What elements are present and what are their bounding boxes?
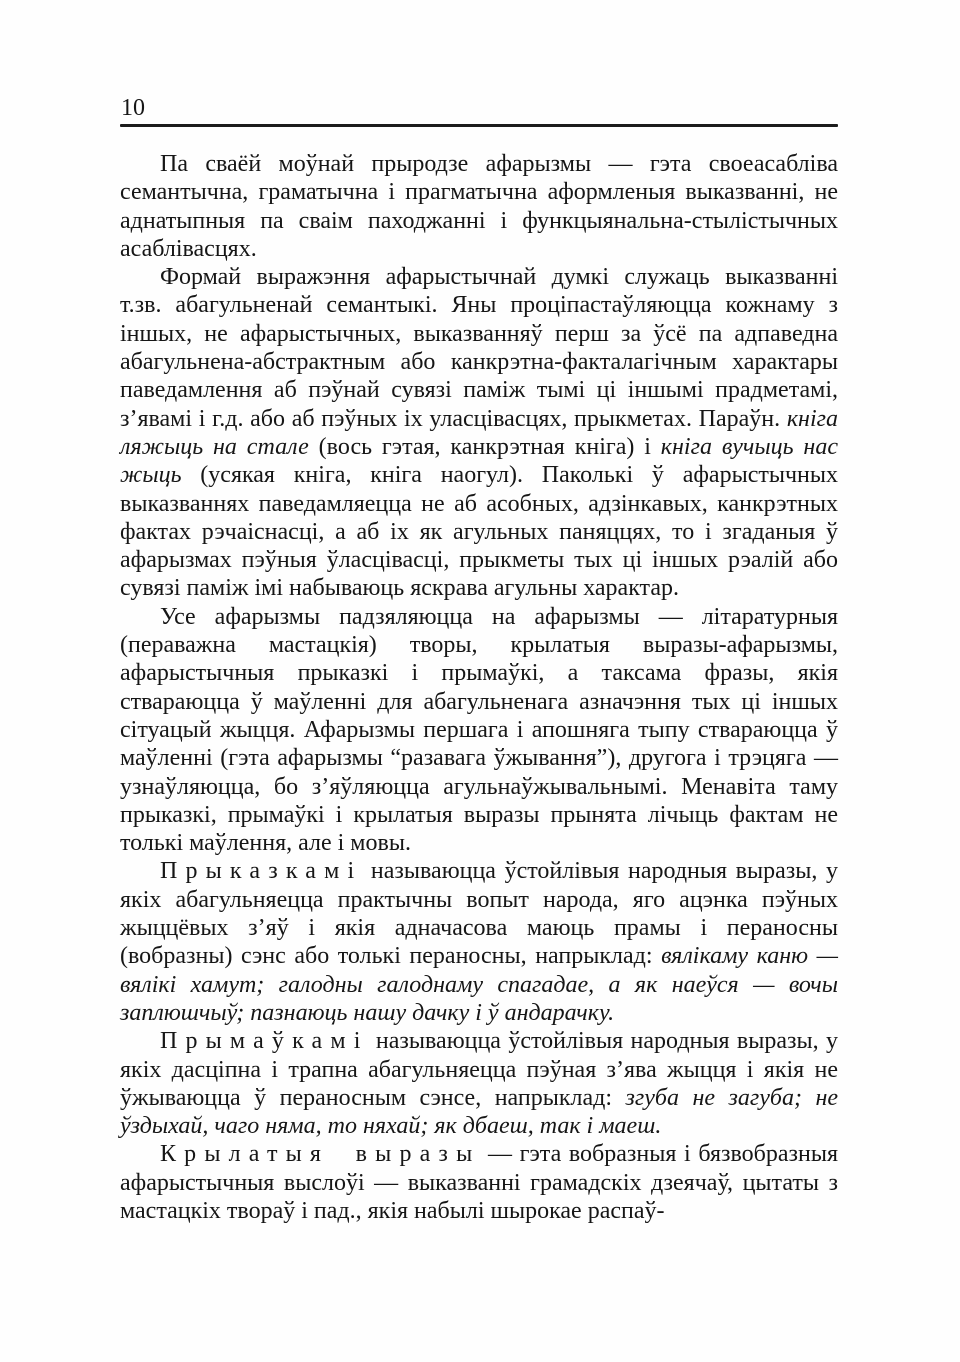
body-text: Па сваёй моўнай прыродзе афарызмы — гэта своеасабліва семантычна, граматычна і прагматычна аформленыя выказванні, не аднатыпныя па сваім паходжанні і функцыянальна-стылістычных асаблівасцях. (120, 151, 838, 262)
body-text: Формай выражэння афарыстычнай думкі служаць выказванні т.зв. абагульненай семантыкі. Яны проціпастаўляюцца кожнаму з іншых, не афарыстычных, выказванняў перш за ўсё па адпаведна абагульнена-абстрактным або канкрэтна-факталагічным характары паведамлення аб пэўнай сувязі паміж тымі ці іншымі прадметамі, з’явамі і г.д. або аб пэўных іх уласцівасцях, прыкметах. Параўн. (120, 264, 838, 432)
paragraph (120, 857, 838, 1027)
italic-example-text: вялікаму каню — вялікі хамут; галодны галоднаму спагадае, а як наеўся — вочы заплюшчыў; пазнаюць нашу дачку і ў андарачку. (120, 943, 838, 1026)
text-block (120, 150, 838, 1225)
body-text: называюцца ўстойлівыя народныя выразы, у якіх абагульняецца практычны вопыт народа, яго ацэнка пэўных жыццёвых з’яў і якія адначасова маюць прамы і пераносны (вобразны) сэнс або толькі пераносны, напрыклад: (120, 858, 838, 970)
body-text: Усе афарызмы падзяляюцца на афарызмы — літаратурныя (пераважна мастацкія) творы, крылатыя выразы-афарызмы, афарыстычныя прыказкі і прымаўкі, а таксама фразы, якія ствараюцца ў маўленні для абагульненага азначэння тых ці іншых сітуацый жыцця. Афарызмы першага і апошняга тыпу ствараюцца ў маўленні (гэта афарызмы “разавага ўжывання”), другога і трэцяга — узнаўляюцца, бо з’яўляюцца агульнаўжывальнымі. Менавіта таму прыказкі, прымаўкі і крылатыя выразы прынята лічыць фактам не толькі маўлення, але і мовы. (120, 603, 838, 857)
body-text: называюцца ўстойлівыя народныя выразы, у якіх дасціпна і трапна абагульняецца пэўная з’ява жыцця і якія не ўжываюцца ў пераносным сэнсе, напрыклад: (120, 1028, 838, 1111)
emphasized-term: Прымаўкамі (160, 1028, 369, 1055)
italic-example-text: кніга вучыць нас жыць (120, 433, 838, 489)
body-text: — гэта вобразныя і бязвобразныя афарыстычныя выслоўі — выказванні грамадскіх дзеячаў, цытаты з мастацкіх твораў і пад., якія набылі шырокае распаў- (120, 1141, 838, 1224)
emphasized-term: Крылатыя выразы (160, 1141, 481, 1168)
italic-example-text: кніга ляжыць на стале (120, 405, 838, 460)
body-text: (усякая кніга, кніга наогул). Паколькі ў афарыстычных выказваннях паведамляецца не аб асобных, адзінкавых, канкрэтных фактах рэчаіснасці, а аб іх як агульных паняццях, то і згаданыя ў афарызмах пэўныя ўласцівасці, прыкметы тых ці іншых рэалій або сувязі паміж імі набываюць яскрава агульны характар. (120, 462, 838, 602)
body-text: (вось гэтая, канкрэтная кніга) і (308, 433, 661, 460)
paragraph (120, 1027, 838, 1140)
paragraph (120, 150, 838, 263)
emphasized-term: Прыказкамі (160, 858, 363, 885)
italic-example-text: згуба не загуба; не ўздыхай, чаго няма, то няхай; як дбаеш, так і маеш. (120, 1084, 838, 1140)
paragraph (120, 1140, 838, 1225)
paragraph (120, 263, 838, 603)
header-rule (120, 124, 838, 127)
page-number: 10 (121, 95, 145, 121)
paragraph (120, 603, 838, 858)
